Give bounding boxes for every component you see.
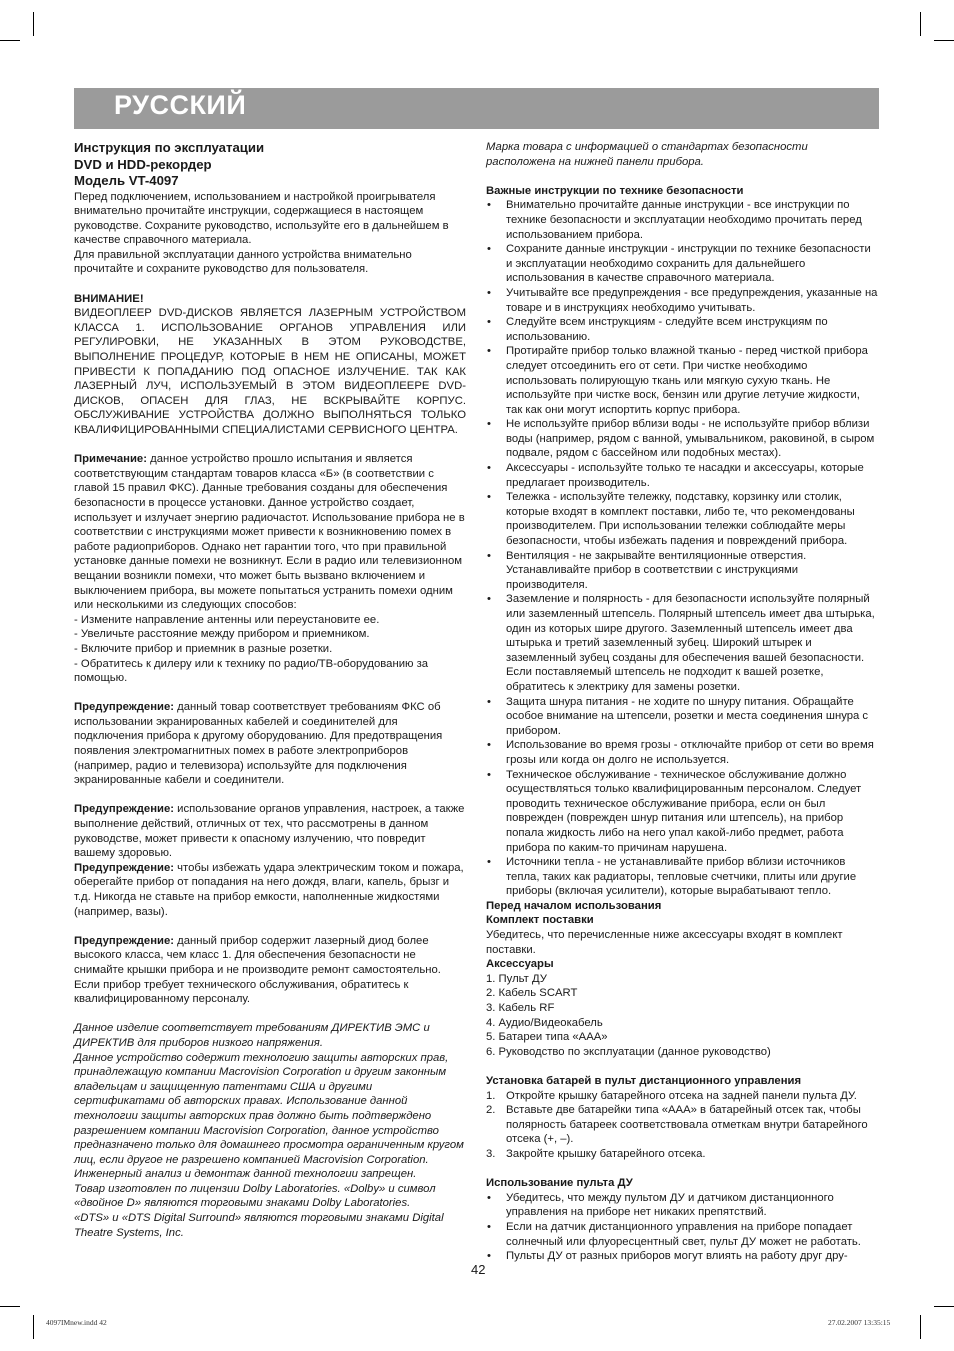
warning-label: Предупреждение: — [74, 701, 175, 714]
list-item: • Учитывайте все предупреждения - все предупреждения, указанные на товаре и в инструкциях необходимо учитывать. — [486, 286, 879, 315]
title-line: DVD и HDD-рекордер — [74, 156, 212, 172]
title-line: Инструкция по эксплуатации — [74, 140, 265, 155]
list-item — [486, 1103, 879, 1147]
step-text: Откройте крышку батарейного отсека на задней панели пульта ДУ. — [506, 1089, 857, 1102]
list-item: • Протирайте прибор только влажной тканью - перед чисткой прибора следует отсоединить его от сети. При чистке необходимо использовать полирующую ткань или мягкую сухую ткань. Не используйте при чистке воск, бензин или другие летучие жидкости, так как они могут испортить корпус прибора. — [486, 344, 879, 417]
list-item — [486, 1089, 879, 1104]
attention-text: ВИДЕОПЛЕЕР DVD-ДИСКОВ ЯВЛЯЕТСЯ ЛАЗЕРНЫМ УСТРОЙСТВОМ КЛАССА 1. ИСПОЛЬЗОВАНИЕ ОРГАНОВ УПРАВЛЕНИЯ ИЛИ РЕГУЛИРОВКИ, НЕ УКАЗАННЫХ В ЭТОМ РУКОВОДСТВЕ, ВЫПОЛНЕНИЕ ПРОЦЕДУР, КОТОРЫЕ В НЕМ НЕ ОПИСАНЫ, МОЖЕТ ПРИВЕСТИ К ПОПАДАНИЮ ПОД ОПАСНОЕ ИЗЛУЧЕНИЕ. ТАК КАК ЛАЗЕРНЫЙ ЛУЧ, ИСПОЛЬЗУЕМЫЙ В ЭТОМ ВИДЕОПЛЕЕРЕ DVD-ДИСКОВ, ОПАСЕН ДЛЯ ГЛАЗ, НЕ ВСКРЫВАЙТЕ КОРПУС. ОБСЛУЖИВАНИЕ УСТРОЙСТВА ДОЛЖНО ВЫПОЛНЯТЬСЯ ТОЛЬКО КВАЛИФИЦИРОВАННЫМИ СПЕЦИАЛИСТАМИ СЕРВИСНОГО ЦЕНТРА. — [74, 307, 466, 436]
crop-mark — [934, 1306, 954, 1307]
list-item: • Следуйте всем инструкциям - следуйте всем инструкциям по использованию. — [486, 315, 879, 344]
warning-paragraph — [74, 802, 466, 860]
accessory-item: 6. Руководство по эксплуатации (данное руководство) — [486, 1045, 771, 1058]
warning-label: Предупреждение: — [74, 803, 175, 816]
list-item: • Внимательно прочитайте данные инструкции - все инструкции по технике безопасности и эксплуатации необходимо прочитать перед использованием прибора. — [486, 198, 879, 242]
accessory-item: 1. Пульт ДУ — [486, 972, 547, 985]
list-item: • Тележка - используйте тележку, подставку, корзинку или столик, которые входят в комплект поставки, либо те, что рекомендованы производителем. При использовании тележки соблюдайте меры безопасности, чтобы избежать падения и повреждений прибора. — [486, 490, 879, 548]
warning-paragraph — [74, 861, 466, 919]
intro-paragraph: Перед подключением, использованием и настройкой проигрывателя внимательно прочитайте инструкции, содержащиеся в настоящем руководстве. Сохраните руководство, используйте его в дальнейшем в качестве справочного материала. — [74, 190, 449, 247]
list-item: • Если на датчик дистанционного управления на приборе попадает солнечный или флуоресцентный свет, пульт ДУ может не работать. — [486, 1220, 879, 1249]
step-text: Закройте крышку батарейного отсека. — [506, 1147, 706, 1160]
step-number: 2. — [486, 1104, 496, 1117]
crop-mark — [0, 40, 20, 41]
list-item: • Сохраните данные инструкции - инструкции по технике безопасности и эксплуатации необходимо сохранить для дальнейшего использования в качестве справочного материала. — [486, 242, 879, 286]
remote-heading: Использование пульта ДУ — [486, 1177, 633, 1190]
crop-mark — [33, 12, 34, 36]
note-item: - Обратитесь к дилеру или к технику по радио/ТВ-оборудованию за помощью. — [74, 657, 429, 685]
crop-mark — [920, 1315, 921, 1339]
warning-text: использование органов управления, настроек, а также выполнение действий, отличных от тех, что рассмотрены в данном руководстве, может привести к опасному излучению, что повредит вашему здоровью. — [74, 803, 465, 860]
safety-heading: Важные инструкции по технике безопасности — [486, 184, 744, 197]
note-item: - Измените направление антенны или переустановите ее. — [74, 613, 380, 626]
list-item: • Заземление и полярность - для безопасности используйте полярный или заземленный штепсель. Полярный штепсель имеет два штырька, один из которых шире другого. Заземленный штепсель имеет два штырька и третий заземленный зубец. Широкий штырек и заземленный зубец созданы для обеспечения вашей безопасности. Если поставляемый штепсель не подходит к вашей розетке, обратитесь к электрику для замены розетки. — [486, 592, 879, 694]
warning-text: данный товар соответствует требованиям ФКС об использовании экранированных кабелей и соединителей для подключения прибора к другому оборудованию. Для предотвращения появления электромагнитных помех в работе электроприборов (например, радио и телевизора) используйте для подключения экранированные кабели и соединители. — [74, 701, 443, 787]
battery-heading: Установка батарей в пульт дистанционного управления — [486, 1075, 802, 1087]
crop-mark — [920, 12, 921, 36]
dts-text: «DTS» и «DTS Digital Surround» являются торговыми знаками Digital Theatre Systems, Inc. — [74, 1212, 444, 1239]
warning-label: Предупреждение: — [74, 934, 175, 947]
copyright-text: Данное устройство содержит технологию защиты авторских прав, принадлежащую компании Macrovision Corporation и другим законным владельцам и защищенную патентами США и другими сертификатами об авторских правах. Использование данной технологии защиты авторских прав должно быть подтверждено разрешением компании Macrovision Corporation, данное устройство предназначено только для домашнего просмотра ограниченным кругом лиц, если другое не разрешено компанией Macrovision Corporation. Инженерный анализ и демонтаж данной технологии запрещен. — [74, 1051, 464, 1181]
list-item — [486, 1147, 879, 1162]
list-item: • Источники тепла - не устанавливайте прибор вблизи источников тепла, таких как радиаторы, тепловые счетчики, плиты или другие приборы (включая усилители), которые вырабатывают тепло. — [486, 855, 879, 899]
crop-mark — [0, 1306, 20, 1307]
list-item: • Пульты ДУ от разных приборов могут влиять на работу друг дру- — [486, 1249, 879, 1264]
warning-paragraph — [74, 934, 466, 1007]
safety-list — [486, 198, 879, 899]
date-slug: 27.02.2007 13:35:15 — [828, 1318, 891, 1327]
step-number: 1. — [486, 1089, 496, 1102]
note-item: - Включите прибор и приемник в разные розетки. — [74, 642, 333, 655]
list-item: • Убедитесь, что между пультом ДУ и датчиком дистанционного управления на приборе нет никаких препятствий. — [486, 1191, 879, 1220]
title-line: Модель VT-4097 — [74, 173, 179, 188]
document-title — [74, 140, 466, 190]
right-column — [486, 140, 879, 1264]
warning-label: Предупреждение: — [74, 861, 175, 874]
intro-paragraph: Для правильной эксплуатации данного устройства внимательно прочитайте и сохраните руководство для пользователя. — [74, 248, 412, 276]
warning-text: данный прибор содержит лазерный диод более высокого класса, чем класс 1. Для обеспечения безопасности не снимайте крышки прибора и не производите ремонт самостоятельно. Если прибор требует технического обслуживания, обратитесь к квалифицированному персоналу. — [74, 934, 441, 1006]
warning-paragraph — [74, 700, 466, 788]
page-number: 42 — [471, 1262, 486, 1277]
battery-steps — [486, 1089, 879, 1162]
left-column — [74, 140, 466, 1240]
accessory-item: 3. Кабель RF — [486, 1002, 555, 1015]
crop-mark — [934, 40, 954, 41]
step-number: 3. — [486, 1147, 496, 1160]
dolby-text: Товар изготовлен по лицензии Dolby Laboratories. «Dolby» и символ «двойное D» являются торговыми знаками Dolby Laboratories. — [74, 1182, 436, 1210]
remote-list — [486, 1191, 879, 1264]
accessory-item: 2. Кабель SCART — [486, 987, 578, 1000]
language-title: РУССКИЙ — [114, 90, 247, 120]
before-use-heading: Перед началом использования — [486, 899, 662, 912]
compliance-text: Данное изделие соответствует требованиям ДИРЕКТИВ ЭМС и ДИРЕКТИВ для приборов низкого напряжения. — [74, 1022, 430, 1049]
list-item: • Аксессуары - используйте только те насадки и аксессуары, которые предлагает производитель. — [486, 461, 879, 490]
note-text: данное устройство прошло испытания и является соответствующим стандартам товаров класса «Б» (в соответствии с главой 15 правил ФКС). Данные требования созданы для обеспечения безопасности в процессе установки. Данное устройство создает, использует и излучает энергию радиочастот. Использование прибора не в соответствии с инструкциями может привести к возникновению помех в работе радиоприборов. Однако нет гарантии того, что при правильной установке данные помехи не возникнут. Если в радио или телевизионном вещании возникли помехи, что может быть вызвано включением и выключением прибора, вы можете попытаться устранить помехи одним или несколькими из следующих способов: — [74, 453, 465, 612]
list-item: • Техническое обслуживание - техническое обслуживание должно осуществляться только квалифицированным персоналом. Следует проводить техническое обслуживание прибора, если он был поврежден (поврежден шнур питания или штепсель), на прибор попала жидкость либо на него упал какой-либо предмет, работа прибора по каким-то причинам нарушена. — [486, 768, 879, 856]
warning-text: чтобы избежать удара электрическим током и пожара, оберегайте прибор от попадания на него дождя, влаги, капель, брызг и т.д. Никогда не ставьте на прибор емкости, наполненные жидкостями (например, вазы). — [74, 861, 464, 918]
list-item: • Использование во время грозы - отключайте прибор от сети во время грозы или когда он долго не используется. — [486, 738, 879, 767]
brand-note: Марка товара с информацией о стандартах безопасности расположена на нижней панели прибора. — [486, 141, 808, 168]
kit-text: Убедитесь, что перечисленные ниже аксессуары входят в комплект поставки. — [486, 929, 843, 956]
accessories-heading: Аксессуары — [486, 958, 554, 971]
list-item: • Защита шнура питания - не ходите по шнуру питания. Обращайте особое внимание на штепсели, розетки и места соединения шнура с прибором. — [486, 695, 879, 739]
accessory-item: 4. Аудио/Видеокабель — [486, 1016, 603, 1029]
crop-mark — [33, 1315, 34, 1339]
list-item: • Вентиляция - не закрывайте вентиляционные отверстия. Устанавливайте прибор в соответствии с инструкциями производителя. — [486, 549, 879, 593]
accessory-item: 5. Батареи типа «ААА» — [486, 1031, 608, 1044]
note-label: Примечание: — [74, 453, 147, 466]
step-text: Вставьте две батарейки типа «ААА» в батарейный отсек так, чтобы полярность батареек соответствовала отметкам внутри батарейного отсека (+, –). — [506, 1104, 868, 1146]
note-paragraph — [74, 452, 466, 613]
language-header — [74, 88, 879, 129]
note-item: - Увеличьте расстояние между прибором и приемником. — [74, 628, 370, 641]
attention-heading: ВНИМАНИЕ! — [74, 292, 144, 305]
list-item: • Не используйте прибор вблизи воды - не используйте прибор вблизи воды (например, рядом с ванной, умывальником, раковиной, в сыром подвале, рядом с бассейном или подобных местах). — [486, 417, 879, 461]
kit-heading: Комплект поставки — [486, 914, 594, 927]
file-slug: 4097IMnew.indd 42 — [46, 1318, 107, 1327]
